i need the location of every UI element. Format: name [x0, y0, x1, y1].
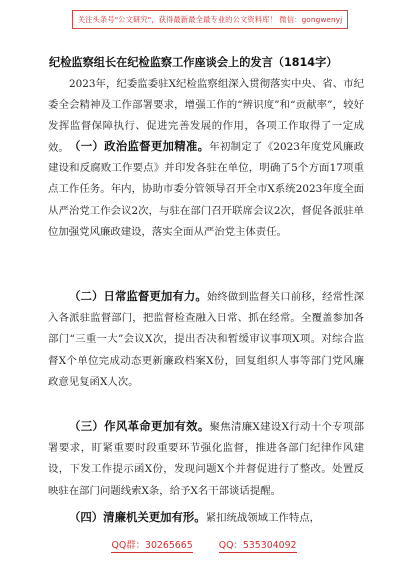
section-heading: （三）作风革命更加有效。	[69, 419, 210, 433]
intro-paragraph: 2023年，纪委监委驻X纪检监察组深入贯彻落实中央、省、市纪委全会精神及工作部署要求，增强工作的“辨识度”和“贡献率”，较好发挥监督保障执行、促进完善发展的作用，各项工作取得了一定成效。	[48, 78, 364, 154]
section-political-supervision	[48, 136, 364, 243]
section-heading: （四）清廉机关更加有形。	[69, 510, 206, 524]
section-heading: （一）政治监督更加精准。	[69, 139, 210, 153]
qq-group-link[interactable]: QQ群：30265665	[111, 539, 193, 551]
section-text: 聚焦清廉X建设X行动十个专项部署要求，盯紧重要时段重要环节强化监督，推进各部门纪律作风建设，下发工作提示函X份，发现问题X个并督促进行了整改。处置反映驻在部门问题线索X条，给予X名干部谈话提醒。	[48, 421, 364, 497]
section-style-revolution	[48, 416, 364, 502]
section-text: 紧扣统战领域工作特点，	[205, 512, 320, 524]
footer-contacts	[0, 534, 408, 558]
promo-banner-text: 关注头条号"公文研究"，获得最新最全最专业的公文资料库！ 微信：gongwenyj	[77, 14, 343, 24]
section-clean-organs	[48, 507, 364, 529]
section-text: 始终做到监督关口前移，经常性深入各派驻监督部门，把监督检查融入日常、抓在经常。全覆盖参加各部门“三重一大”会议X次，提出否决和暂缓审议事项X项。对综合监督X个单位完成动态更新廉政档案X份，回复组织人事等部门党风廉政意见复函X人次。	[48, 291, 364, 388]
section-text: 年初制定了《2023年度党风廉政建设和反腐败工作要点》并印发各驻在单位，明确了5个方面17项重点工作任务。年内，协助市委分管领导召开全市X系统2023年度全面从严治党工作会议2次，与驻在部门召开联席会议2次，督促各派驻单位加强党风廉政建设，落实全面从严治党主体责任。	[48, 141, 364, 238]
promo-banner	[72, 10, 348, 29]
document-title: 纪检监察组长在纪检监察工作座谈会上的发言（1814字）	[49, 56, 338, 69]
qq-contact-link[interactable]: QQ：535304092	[218, 539, 297, 551]
section-heading: （二）日常监督更加有力。	[69, 289, 207, 303]
section-daily-supervision	[48, 286, 364, 393]
